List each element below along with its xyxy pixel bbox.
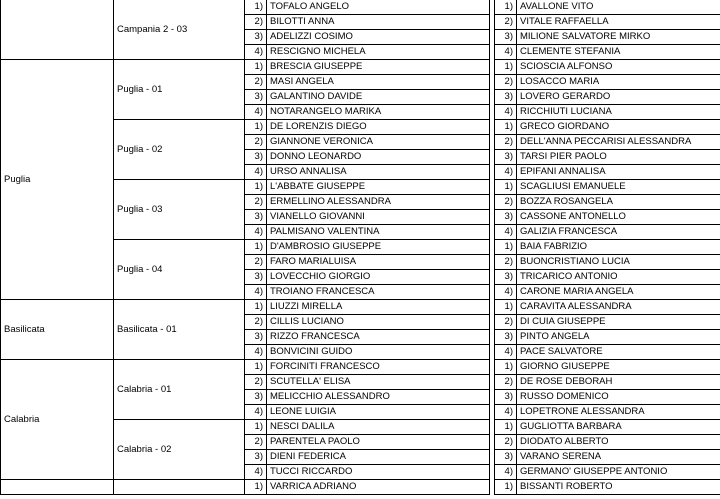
list-number: 3) [495,270,517,285]
candidate-name-left: GALANTINO DAVIDE [267,90,490,105]
list-number: 1) [245,120,267,135]
list-number: 2) [245,15,267,30]
list-number: 4) [245,465,267,480]
candidate-name-left: LOVECCHIO GIORGIO [267,270,490,285]
candidate-name-right: RUSSO DOMENICO [517,390,720,405]
list-number: 3) [495,90,517,105]
list-number: 3) [245,90,267,105]
list-number: 1) [245,480,267,495]
candidate-name-left: BRESCIA GIUSEPPE [267,60,490,75]
list-number: 2) [495,135,517,150]
college-cell: Calabria - 01 [114,360,245,420]
candidate-name-left: L'ABBATE GIUSEPPE [267,180,490,195]
list-number: 2) [245,75,267,90]
list-number: 4) [245,165,267,180]
list-number: 3) [495,330,517,345]
candidate-name-left: MASI ANGELA [267,75,490,90]
list-number: 2) [495,195,517,210]
list-number: 3) [495,210,517,225]
region-cell: Basilicata [1,300,114,360]
candidate-name-left: D'AMBROSIO GIUSEPPE [267,240,490,255]
candidate-name-right: GERMANO' GIUSEPPE ANTONIO [517,465,720,480]
candidate-name-right: DE ROSE DEBORAH [517,375,720,390]
candidate-name-right: LOVERO GERARDO [517,90,720,105]
candidate-name-right: DELL'ANNA PECCARISI ALESSANDRA [517,135,720,150]
list-number: 3) [245,150,267,165]
candidate-name-right: GUGLIOTTA BARBARA [517,420,720,435]
list-number: 3) [495,450,517,465]
list-number: 2) [245,195,267,210]
candidate-name-right: BUONCRISTIANO LUCIA [517,255,720,270]
list-number: 2) [245,435,267,450]
list-number: 2) [245,255,267,270]
candidate-name-left: RESCIGNO MICHELA [267,45,490,60]
list-number: 2) [245,375,267,390]
candidate-name-left: DONNO LEONARDO [267,150,490,165]
list-number: 4) [245,285,267,300]
candidate-name-left: BONVICINI GUIDO [267,345,490,360]
candidate-name-left: ADELIZZI COSIMO [267,30,490,45]
candidate-name-left: TUCCI RICCARDO [267,465,490,480]
list-number: 2) [495,375,517,390]
college-cell: Puglia - 02 [114,120,245,180]
candidate-name-left: VIANELLO GIOVANNI [267,210,490,225]
candidate-name-left: NESCI DALILA [267,420,490,435]
candidate-name-right: GRECO GIORDANO [517,120,720,135]
list-number: 3) [245,450,267,465]
candidate-name-right: SCAGLIUSI EMANUELE [517,180,720,195]
list-number: 4) [495,225,517,240]
candidate-name-right: EPIFANI ANNALISA [517,165,720,180]
list-number: 4) [495,45,517,60]
college-cell: Puglia - 04 [114,240,245,300]
candidate-name-right: DI CUIA GIUSEPPE [517,315,720,330]
list-number: 1) [245,240,267,255]
list-number: 1) [245,420,267,435]
candidate-name-left: PALMISANO VALENTINA [267,225,490,240]
candidate-name-right: PACE SALVATORE [517,345,720,360]
region-cell [1,480,114,495]
table-row [1,300,720,315]
candidate-name-right: PINTO ANGELA [517,330,720,345]
candidate-name-left: LIUZZI MIRELLA [267,300,490,315]
college-cell: Calabria - 02 [114,420,245,480]
region-cell: Calabria [1,360,114,480]
list-number: 4) [245,105,267,120]
list-number: 1) [495,300,517,315]
list-number: 3) [245,210,267,225]
list-number: 4) [495,465,517,480]
candidate-name-right: VARANO SERENA [517,450,720,465]
college-cell: Basilicata - 01 [114,300,245,360]
table-row [1,0,720,15]
candidate-name-left: CILLIS LUCIANO [267,315,490,330]
candidate-name-left: FARO MARIALUISA [267,255,490,270]
list-number: 2) [495,75,517,90]
candidate-name-left: ERMELLINO ALESSANDRA [267,195,490,210]
candidate-name-right: BISSANTI ROBERTO [517,480,720,495]
candidate-name-left: SCUTELLA' ELISA [267,375,490,390]
candidate-name-left: DE LORENZIS DIEGO [267,120,490,135]
list-number: 3) [245,30,267,45]
candidate-name-left: TROIANO FRANCESCA [267,285,490,300]
list-number: 4) [495,165,517,180]
list-number: 3) [245,270,267,285]
candidate-name-left: RIZZO FRANCESCA [267,330,490,345]
region-cell: Puglia [1,60,114,300]
list-number: 1) [245,300,267,315]
list-number: 1) [245,0,267,15]
candidate-name-left: FORCINITI FRANCESCO [267,360,490,375]
candidate-name-right: RICCHIUTI LUCIANA [517,105,720,120]
candidate-name-left: NOTARANGELO MARIKA [267,105,490,120]
list-number: 2) [495,315,517,330]
list-number: 1) [495,0,517,15]
candidate-name-left: TOFALO ANGELO [267,0,490,15]
list-number: 4) [245,45,267,60]
list-number: 2) [495,435,517,450]
list-number: 4) [245,405,267,420]
college-cell: Campania 2 - 03 [114,0,245,60]
candidate-name-right: CASSONE ANTONELLO [517,210,720,225]
candidate-name-left: MELICCHIO ALESSANDRO [267,390,490,405]
list-number: 1) [245,180,267,195]
list-number: 1) [495,240,517,255]
candidate-name-right: TARSI PIER PAOLO [517,150,720,165]
candidate-name-right: CLEMENTE STEFANIA [517,45,720,60]
candidate-name-right: CARONE MARIA ANGELA [517,285,720,300]
candidate-name-right: SCIOSCIA ALFONSO [517,60,720,75]
college-cell [114,480,245,495]
list-number: 4) [245,225,267,240]
list-number: 1) [495,420,517,435]
list-number: 1) [495,480,517,495]
list-number: 4) [495,345,517,360]
list-number: 3) [495,150,517,165]
table-row [1,480,720,495]
candidate-name-right: LOSACCO MARIA [517,75,720,90]
list-number: 1) [495,60,517,75]
candidate-name-right: MILIONE SALVATORE MIRKO [517,30,720,45]
college-cell: Puglia - 01 [114,60,245,120]
list-number: 1) [495,120,517,135]
candidate-name-left: PARENTELA PAOLO [267,435,490,450]
list-number: 3) [495,30,517,45]
list-number: 3) [495,390,517,405]
list-number: 2) [245,315,267,330]
candidate-name-right: AVALLONE VITO [517,0,720,15]
list-number: 1) [495,180,517,195]
candidate-name-left: BILOTTI ANNA [267,15,490,30]
table-row [1,60,720,75]
list-number: 4) [495,405,517,420]
candidate-name-right: GALIZIA FRANCESCA [517,225,720,240]
list-number: 4) [495,285,517,300]
candidate-name-right: BOZZA ROSANGELA [517,195,720,210]
list-number: 1) [245,60,267,75]
candidate-name-left: VARRICA ADRIANO [267,480,490,495]
list-number: 2) [245,135,267,150]
candidate-name-right: DIODATO ALBERTO [517,435,720,450]
list-number: 3) [245,390,267,405]
candidate-name-right: CARAVITA ALESSANDRA [517,300,720,315]
list-number: 1) [245,360,267,375]
region-cell [1,0,114,60]
list-number: 3) [245,330,267,345]
candidate-name-left: DIENI FEDERICA [267,450,490,465]
candidate-name-left: LEONE LUIGIA [267,405,490,420]
college-cell: Puglia - 03 [114,180,245,240]
list-number: 4) [495,105,517,120]
table-row [1,360,720,375]
candidate-name-right: TRICARICO ANTONIO [517,270,720,285]
candidate-name-right: LOPETRONE ALESSANDRA [517,405,720,420]
list-number: 2) [495,15,517,30]
list-number: 1) [495,360,517,375]
candidate-name-right: GIORNO GIUSEPPE [517,360,720,375]
list-number: 4) [245,345,267,360]
candidate-name-right: VITALE RAFFAELLA [517,15,720,30]
candidate-name-right: BAIA FABRIZIO [517,240,720,255]
list-number: 2) [495,255,517,270]
candidate-name-left: URSO ANNALISA [267,165,490,180]
candidate-name-left: GIANNONE VERONICA [267,135,490,150]
